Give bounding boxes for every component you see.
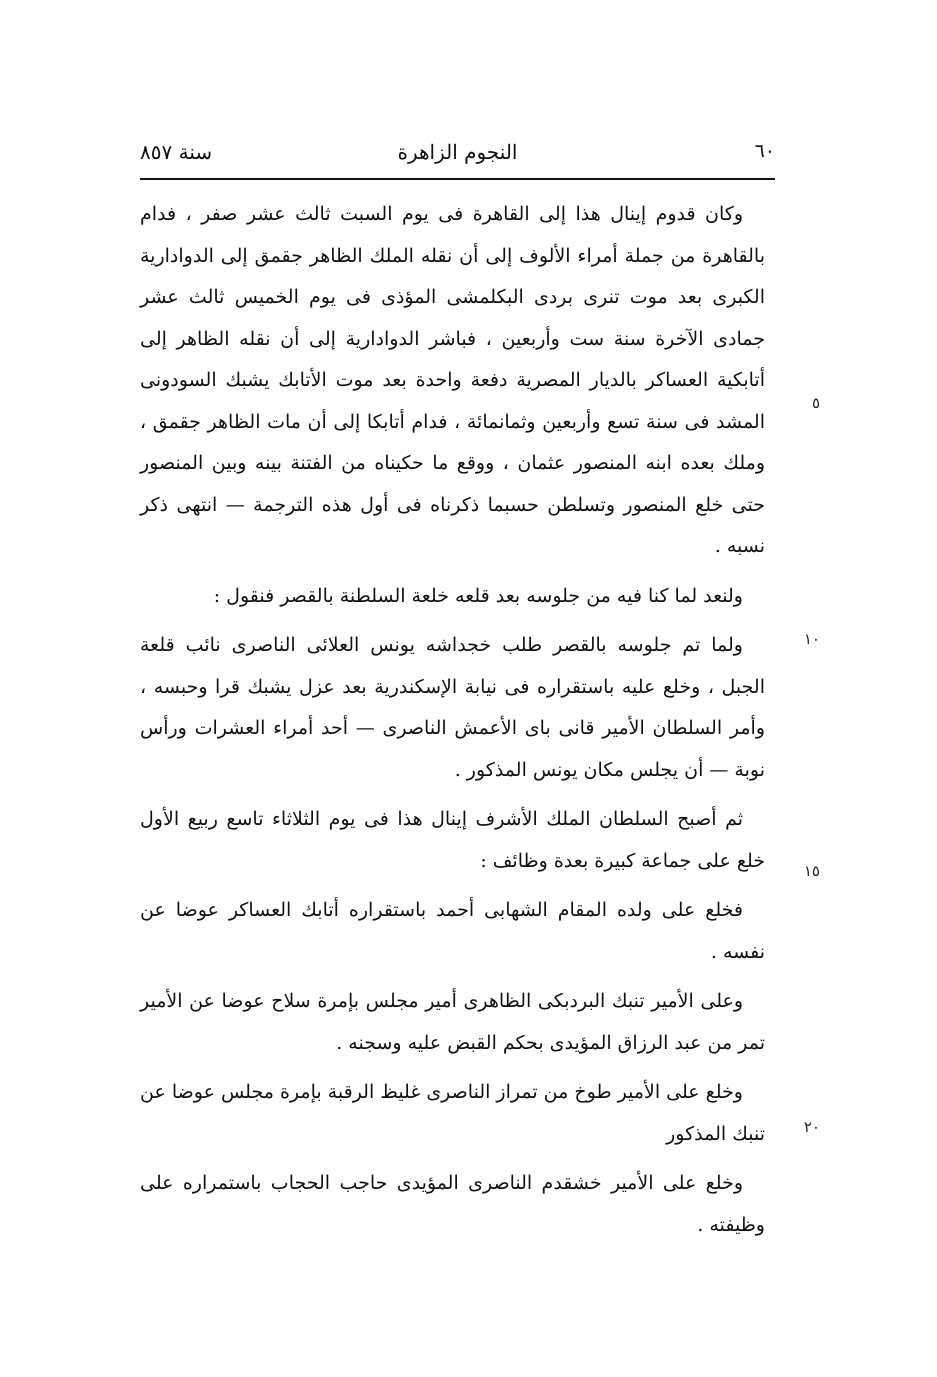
line-number: ١٠ [803,630,820,648]
book-title: النجوم الزاهرة [397,140,518,164]
paragraph: وخلع على الأمير خشقدم الناصرى المؤيدى حاجب الحجاب باستمراره على وظيفته . [140,1172,765,1236]
paragraph: فخلع على ولده المقام الشهابى أحمد باستقراره أتابك العساكر عوضا عن نفسه . [140,899,765,963]
paragraph: وخلع على الأمير طوخ من تمراز الناصرى غليظ الرقبة بإمرة مجلس عوضا عن تنبك المذكور [140,1081,765,1145]
paragraph: ولنعد لما كنا فيه من جلوسه بعد قلعه خلعة السلطنة بالقصر فنقول : [213,584,743,607]
page-number: ٦٠ [754,140,775,162]
line-number-margin [760,194,820,1294]
line-number: ٥ [811,394,820,412]
header-rule [140,178,775,180]
paragraph: وعلى الأمير تنبك البردبكى الظاهرى أمير مجلس بإمرة سلاح عوضا عن الأمير تمر من عبد الرزاق المؤيدى بحكم القبض عليه وسجنه . [140,990,765,1054]
body-text [140,194,765,1254]
paragraph: وكان قدوم إينال هذا إلى القاهرة فى يوم السبت ثالث عشر صفر ، فدام بالقاهرة من جملة أمراء الألوف إلى أن نقله الملك الظاهر جقمق إلى الدوادارية الكبرى بعد موت تنرى بردى البكلمشى المؤذى فى يوم الخميس ثالث عشر جمادى الآخرة سنة ست وأربعين ، فباشر الدوادارية إلى أن نقله الظاهر إلى أتابكية العساكر بالديار المصرية دفعة واحدة بعد موت الأتابك يشبك السودونى المشد فى سنة تسع وأربعين وثمانمائة ، فدام أتابكا إلى أن مات الظاهر جقمق ، وملك بعده ابنه المنصور عثمان ، ووقع ما حكيناه من الفتنة بينه وبين المنصور حتى خلع المنصور وتسلطن حسبما ذكرناه فى أول هذه الترجمة — انتهى ذكر نسبه . [140,203,765,557]
line-number: ٢٠ [803,1118,820,1136]
year-label: سنة ٨٥٧ [140,140,213,164]
page-header [140,136,775,176]
line-number: ١٥ [803,862,820,880]
paragraph: ثم أصبح السلطان الملك الأشرف إينال هذا فى يوم الثلاثاء تاسع ربيع الأول خلع على جماعة كبيرة بعدة وظائف : [140,808,765,872]
paragraph: ولما تم جلوسه بالقصر طلب خجداشه يونس العلائى الناصرى نائب قلعة الجبل ، وخلع عليه باستقراره فى نيابة الإسكندرية بعد عزل يشبك قرا وحبسه ، وأمر السلطان الأمير قانى باى الأعمش الناصرى — أحد أمراء العشرات ورأس نوبة — أن يجلس مكان يونس المذكور . [140,634,765,781]
